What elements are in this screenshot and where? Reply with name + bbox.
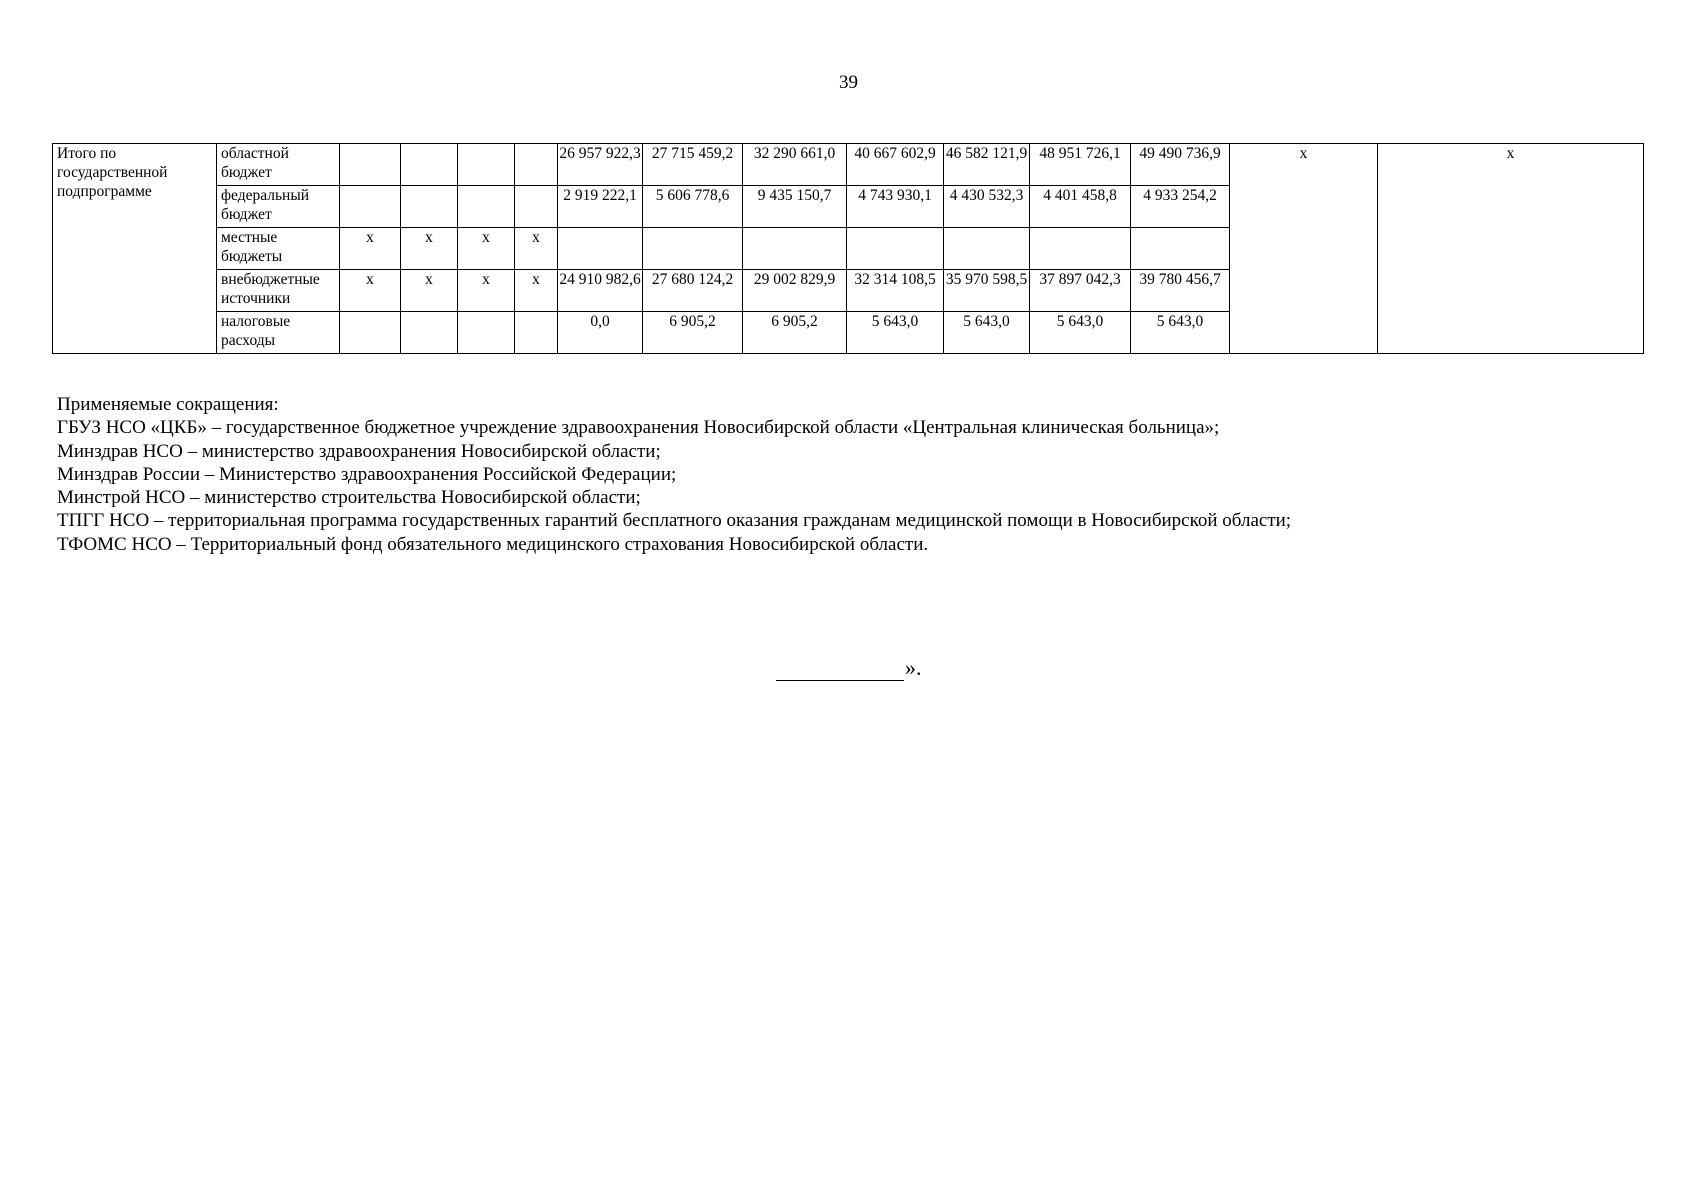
mark-cell: х: [458, 228, 515, 270]
abbreviations-block: [57, 393, 1291, 556]
value-cell: 46 582 121,9: [944, 144, 1030, 186]
mark-cell: [401, 312, 458, 354]
mark-cell: [401, 186, 458, 228]
closing-quote-mark: ».: [905, 655, 922, 680]
table-row: [53, 144, 1644, 186]
value-cell: 32 314 108,5: [847, 270, 944, 312]
value-cell: [847, 228, 944, 270]
value-cell: 5 643,0: [847, 312, 944, 354]
budget-table: [52, 143, 1644, 354]
signature-underline: [776, 660, 904, 681]
mark-cell: [458, 312, 515, 354]
value-cell: [643, 228, 743, 270]
abbreviation-line: ГБУЗ НСО «ЦКБ» – государственное бюджетное учреждение здравоохранения Новосибирской области «Центральная клиническая больница»;: [57, 417, 1220, 439]
mark-cell: [340, 186, 401, 228]
value-cell: 26 957 922,3: [558, 144, 643, 186]
value-cell: 39 780 456,7: [1131, 270, 1230, 312]
value-cell: [1131, 228, 1230, 270]
value-cell: 5 643,0: [1131, 312, 1230, 354]
value-cell: 35 970 598,5: [944, 270, 1030, 312]
value-cell: 24 910 982,6: [558, 270, 643, 312]
mark-cell: [458, 186, 515, 228]
abbreviation-line: Минздрав России – Министерство здравоохранения Российской Федерации;: [57, 463, 677, 485]
value-cell: [1030, 228, 1131, 270]
source-cell: областной бюджет: [217, 144, 340, 186]
mark-cell: х: [458, 270, 515, 312]
abbreviations-heading: Применяемые сокращения:: [57, 394, 279, 415]
value-cell: 49 490 736,9: [1131, 144, 1230, 186]
value-cell: 4 933 254,2: [1131, 186, 1230, 228]
abbreviation-line: Минстрой НСО – министерство строительства Новосибирской области;: [57, 487, 641, 509]
mark-cell: [515, 144, 558, 186]
source-cell: внебюджетные источники: [217, 270, 340, 312]
abbreviation-line: Минздрав НСО – министерство здравоохранения Новосибирской области;: [57, 440, 661, 462]
value-cell: 4 401 458,8: [1030, 186, 1131, 228]
value-cell: 2 919 222,1: [558, 186, 643, 228]
value-cell: [743, 228, 847, 270]
source-cell: федеральный бюджет: [217, 186, 340, 228]
value-cell: 29 002 829,9: [743, 270, 847, 312]
mark-cell: [401, 144, 458, 186]
value-cell: 32 290 661,0: [743, 144, 847, 186]
value-cell: 27 715 459,2: [643, 144, 743, 186]
right-column-2: х: [1378, 144, 1644, 354]
value-cell: 6 905,2: [743, 312, 847, 354]
mark-cell: х: [515, 270, 558, 312]
mark-cell: [458, 144, 515, 186]
mark-cell: х: [340, 270, 401, 312]
value-cell: 0,0: [558, 312, 643, 354]
source-cell: местные бюджеты: [217, 228, 340, 270]
value-cell: 6 905,2: [643, 312, 743, 354]
page-number: 39: [839, 72, 858, 93]
mark-cell: [340, 312, 401, 354]
value-cell: 5 643,0: [1030, 312, 1131, 354]
value-cell: 40 667 602,9: [847, 144, 944, 186]
value-cell: 5 606 778,6: [643, 186, 743, 228]
mark-cell: [515, 186, 558, 228]
mark-cell: [340, 144, 401, 186]
abbreviation-line: ТФОМС НСО – Территориальный фонд обязательного медицинского страхования Новосибирской области.: [57, 533, 929, 555]
mark-cell: х: [401, 270, 458, 312]
mark-cell: [515, 312, 558, 354]
mark-cell: х: [515, 228, 558, 270]
mark-cell: х: [340, 228, 401, 270]
value-cell: [558, 228, 643, 270]
mark-cell: х: [401, 228, 458, 270]
closing-line: [776, 655, 922, 681]
group-label: Итого по государственной подпрограмме: [53, 144, 217, 354]
source-cell: налоговые расходы: [217, 312, 340, 354]
abbreviation-line: ТПГГ НСО – территориальная программа государственных гарантий бесплатного оказания гражданам медицинской помощи в Новосибирской области;: [57, 510, 1292, 532]
value-cell: [944, 228, 1030, 270]
value-cell: 4 743 930,1: [847, 186, 944, 228]
value-cell: 37 897 042,3: [1030, 270, 1131, 312]
value-cell: 4 430 532,3: [944, 186, 1030, 228]
right-column-1: х: [1230, 144, 1378, 354]
value-cell: 9 435 150,7: [743, 186, 847, 228]
value-cell: 27 680 124,2: [643, 270, 743, 312]
value-cell: 5 643,0: [944, 312, 1030, 354]
value-cell: 48 951 726,1: [1030, 144, 1131, 186]
